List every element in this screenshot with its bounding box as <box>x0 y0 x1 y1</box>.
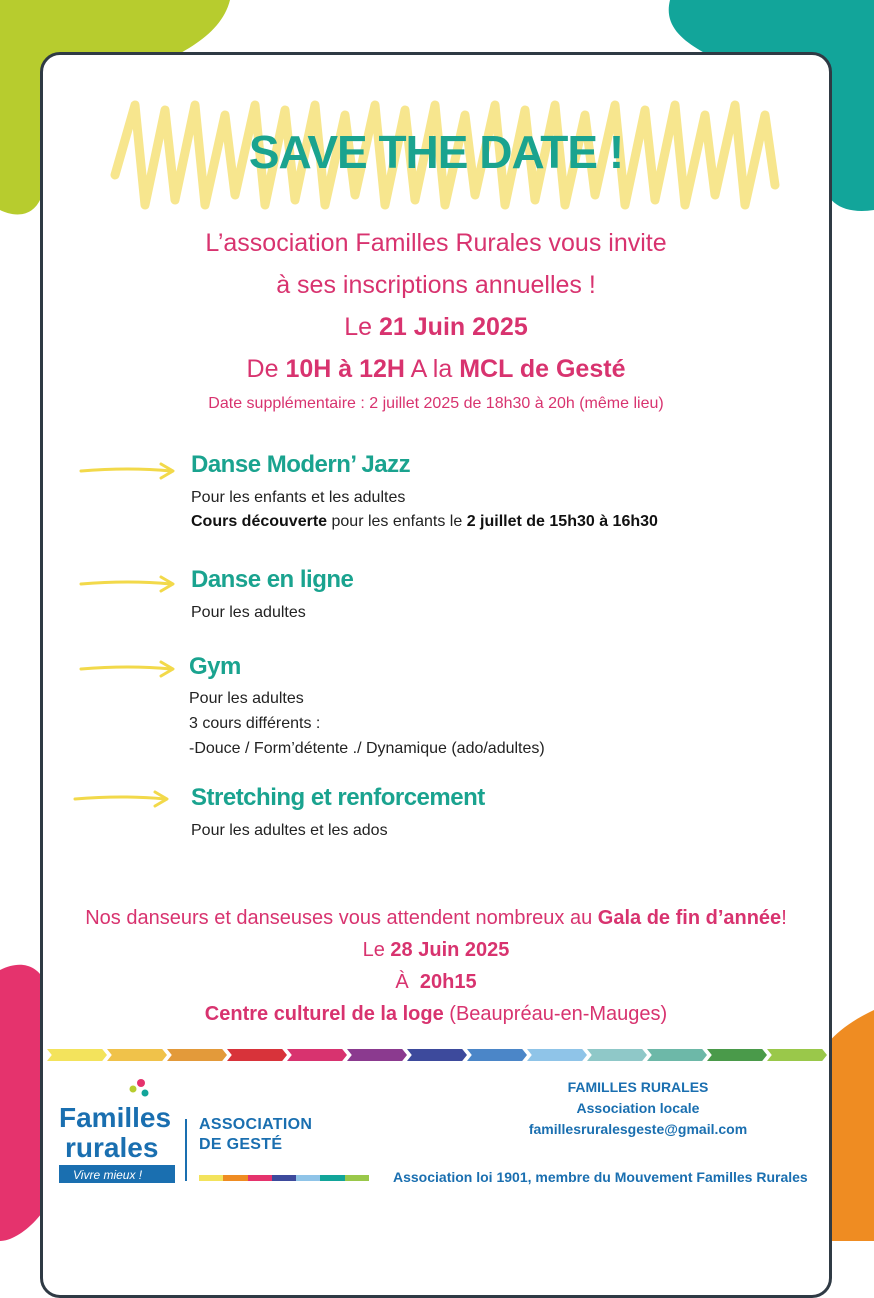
activity-title-modern-jazz: Danse Modern’ Jazz <box>191 451 411 478</box>
activity-line: Pour les adultes <box>191 604 306 621</box>
place-value: MCL de Gesté <box>459 355 626 383</box>
logo-word-2: rurales <box>65 1132 159 1163</box>
time-prefix: De <box>246 355 279 383</box>
org-name: FAMILLES RURALES <box>567 1079 709 1095</box>
gala-text: Nos danseurs et danseuses vous attendent nombreux au <box>85 907 593 929</box>
gala-exclamation: ! <box>781 907 787 929</box>
association-line-1: ASSOCIATION <box>199 1116 313 1133</box>
registration-date <box>43 313 829 342</box>
contact-email[interactable]: famillesruralesgeste@gmail.com <box>528 1121 748 1137</box>
intro-line-2: à ses inscriptions annuelles ! <box>276 271 596 299</box>
yellow-arrow-icon <box>73 789 173 809</box>
gala-place <box>43 1003 829 1026</box>
gala-time-prefix: À <box>395 971 409 993</box>
association-line-2: DE GESTÉ <box>199 1136 283 1153</box>
activity-title-stretching: Stretching et renforcement <box>191 784 485 811</box>
flyer-card <box>40 52 832 1298</box>
registration-time-place <box>43 355 829 384</box>
gala-place-name: Centre culturel de la loge <box>204 1003 444 1025</box>
logo-tagline: Vivre mieux ! <box>73 1168 143 1182</box>
activity-title-gym: Gym <box>189 653 241 680</box>
gala-time-value: 20h15 <box>419 971 477 993</box>
gala-date-value: 28 Juin 2025 <box>390 939 510 961</box>
activity-line: -Douce / Form’détente ./ Dynamique (ado/adultes) <box>189 740 545 757</box>
logo-word-1: Familles <box>59 1102 172 1133</box>
activity-line <box>191 513 658 531</box>
yellow-arrow-icon <box>79 461 179 481</box>
place-prefix: A la <box>410 355 453 383</box>
yellow-arrow-icon <box>79 659 179 679</box>
date-value: 21 Juin 2025 <box>379 313 528 341</box>
activity-line: Pour les adultes <box>189 690 304 707</box>
intro-line-1: L’association Familles Rurales vous invite <box>205 229 667 257</box>
familles-rurales-logo <box>57 1075 187 1196</box>
discovery-course-date: 2 juillet de 15h30 à 16h30 <box>466 513 658 530</box>
activity-title-line-dance: Danse en ligne <box>191 566 354 593</box>
gala-event-name: Gala de fin d’année <box>597 907 782 929</box>
legal-mention: Association loi 1901, membre du Mouvement Familles Rurales <box>393 1169 808 1185</box>
activity-line: Pour les adultes et les ados <box>191 822 388 839</box>
gala-time <box>43 971 829 994</box>
activity-line: 3 cours différents : <box>189 715 321 732</box>
gala-invitation <box>43 907 829 930</box>
time-value: 10H à 12H <box>285 355 405 383</box>
logo-figure-icon <box>57 1075 187 1191</box>
association-name <box>199 1115 312 1155</box>
discovery-course-text: pour les enfants le <box>331 513 463 530</box>
mini-color-stripe <box>199 1175 369 1181</box>
date-prefix: Le <box>344 313 373 341</box>
gala-place-city: (Beaupréau-en-Mauges) <box>449 1003 668 1025</box>
page-title: SAVE THE DATE ! <box>248 126 624 178</box>
extra-date-note: Date supplémentaire : 2 juillet 2025 de 18h30 à 20h (même lieu) <box>208 395 664 412</box>
logo-separator <box>185 1119 187 1181</box>
org-sub: Association locale <box>576 1100 700 1116</box>
color-stripe-divider <box>47 1049 827 1061</box>
gala-date-prefix: Le <box>362 939 385 961</box>
yellow-arrow-icon <box>79 574 179 594</box>
gala-date <box>43 939 829 962</box>
discovery-course-label: Cours découverte <box>191 513 328 530</box>
activity-line: Pour les enfants et les adultes <box>191 489 406 506</box>
